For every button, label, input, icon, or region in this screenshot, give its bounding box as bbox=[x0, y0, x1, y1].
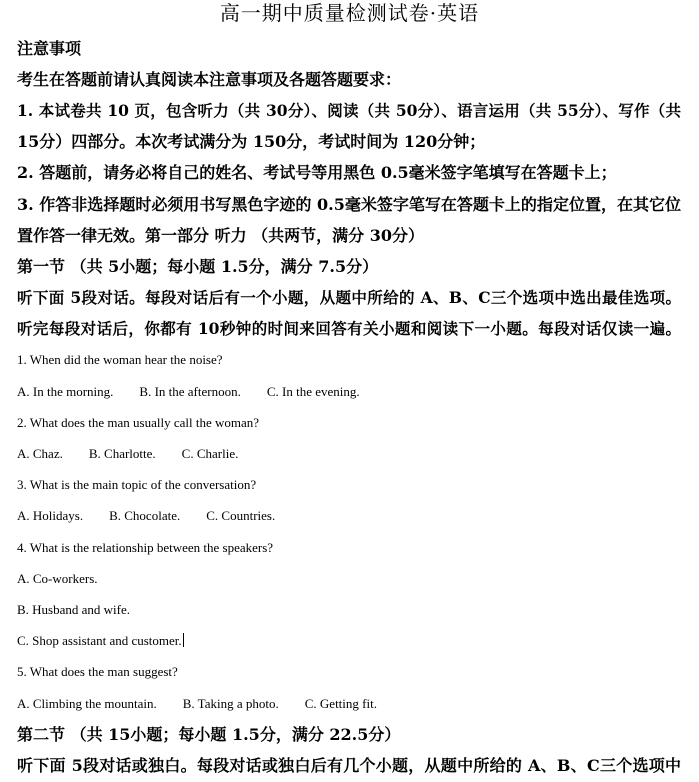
notice-intro: 考生在答题前请认真阅读本注意事项及各题答题要求： bbox=[17, 70, 402, 89]
question-3-option-c: C. Countries. bbox=[206, 508, 276, 523]
question-5-option-b: B. Taking a photo. bbox=[182, 696, 279, 711]
question-5-option-a: A. Climbing the mountain. bbox=[17, 696, 157, 711]
question-4-stem: 4. What is the relationship between the speakers? bbox=[17, 540, 274, 555]
question-2-option-a: A. Chaz. bbox=[17, 446, 63, 461]
notice-heading: 注意事项 bbox=[17, 39, 82, 58]
page-title: 高一期中质量检测试卷·英语 bbox=[219, 1, 480, 25]
question-1-option-c: C. In the evening. bbox=[266, 384, 360, 399]
notice-item-2: 2. 答题前，请务必将自己的姓名、考试号等用黑色 0.5毫米签字笔填写在答题卡上； bbox=[17, 163, 617, 182]
question-1-options bbox=[17, 383, 386, 401]
question-2-stem: 2. What does the man usually call the woman? bbox=[17, 415, 259, 430]
section-1-instruction-line-2: 听完每段对话后，你都有 10秒钟的时间来回答有关小题和阅读下一小题。每段对话仅读一遍。 bbox=[17, 319, 681, 338]
notice-item-1-line-2: 15分）四部分。本次考试满分为 150分，考试时间为 120分钟； bbox=[17, 132, 486, 151]
question-3-option-b: B. Chocolate. bbox=[109, 508, 181, 523]
question-3-options bbox=[17, 507, 301, 525]
section-1-instruction-line-1: 听下面 5段对话。每段对话后有一个小题，从题中所给的 A、B、C三个选项中选出最佳选项。 bbox=[17, 288, 681, 307]
question-4-option-a: A. Co-workers. bbox=[17, 571, 98, 586]
question-4-option-c-line bbox=[17, 632, 184, 650]
text-cursor bbox=[183, 633, 184, 647]
question-1-option-a: A. In the morning. bbox=[17, 384, 114, 399]
question-3-stem: 3. What is the main topic of the conversation? bbox=[17, 477, 257, 492]
question-5-option-c: C. Getting fit. bbox=[304, 696, 377, 711]
question-5-options bbox=[17, 695, 403, 713]
question-1-option-b: B. In the afternoon. bbox=[139, 384, 241, 399]
section-1-heading: 第一节 （共 5小题；每小题 1.5分，满分 7.5分） bbox=[17, 257, 379, 276]
question-3-option-a: A. Holidays. bbox=[17, 508, 84, 523]
question-4-option-c: C. Shop assistant and customer. bbox=[17, 633, 182, 648]
question-1-stem: 1. When did the woman hear the noise? bbox=[17, 352, 223, 367]
section-2-heading: 第二节 （共 15小题；每小题 1.5分，满分 22.5分） bbox=[17, 725, 401, 744]
notice-item-1-line-1: 1. 本试卷共 10 页，包含听力（共 30分）、阅读（共 50分）、语言运用（共 55分）、写作（共 bbox=[17, 101, 681, 120]
notice-item-3-line-1: 3. 作答非选择题时必须用书写黑色字迹的 0.5毫米签字笔写在答题卡上的指定位置，在其它位 bbox=[17, 195, 681, 214]
question-5-stem: 5. What does the man suggest? bbox=[17, 664, 178, 679]
question-4-option-b: B. Husband and wife. bbox=[17, 602, 131, 617]
question-2-option-b: B. Charlotte. bbox=[88, 446, 156, 461]
question-2-options bbox=[17, 445, 264, 463]
notice-item-3-line-2: 置作答一律无效。第一部分 听力 （共两节，满分 30分） bbox=[17, 226, 424, 245]
section-2-instruction-line-1: 听下面 5段对话或独白。每段对话或独白后有几个小题，从题中所给的 A、B、C三个选项中 bbox=[17, 756, 681, 775]
question-2-option-c: C. Charlie. bbox=[181, 446, 239, 461]
